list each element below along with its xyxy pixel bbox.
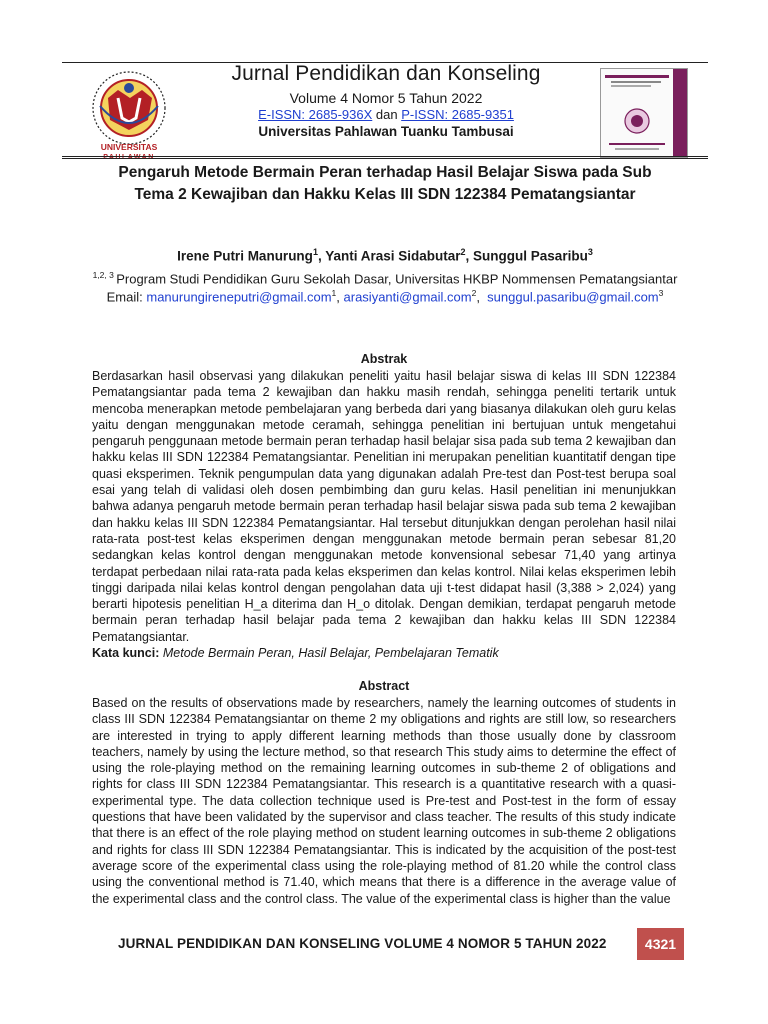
article-title <box>95 162 675 206</box>
article-title-line-1: Pengaruh Metode Bermain Peran terhadap Hasil Belajar Siswa pada Sub <box>118 164 652 181</box>
email-link[interactable]: manurungireneputri@gmail.com <box>146 289 332 305</box>
author-list: Irene Putri Manurung$^1$, Yanti Arasi Sidabutar$^2$, Sunggul Pasaribu$^3$ <box>177 247 593 264</box>
svg-text:PAHLAWAN: PAHLAWAN <box>103 154 155 161</box>
email-link[interactable]: sunggul.pasaribu@gmail.com <box>487 289 659 305</box>
email-sup: 1 <box>331 288 337 298</box>
page-number-badge: 4321 <box>637 928 684 960</box>
keywords-label: Kata kunci: <box>92 646 160 660</box>
header-bottom-rule-2 <box>62 158 708 159</box>
eissn-link[interactable]: E-ISSN: 2685-936X <box>258 107 373 122</box>
affiliation <box>80 270 690 286</box>
email-line: Email: manurungireneputri@gmail.com$^1$, arasiyanti@gmail.com$^2$, sunggul.pasaribu@gmail.com$^3$ <box>106 288 664 305</box>
issn-line <box>200 107 572 122</box>
email-sup: 2 <box>471 288 477 298</box>
journal-cover-thumbnail <box>600 68 688 158</box>
author-sup: 3 <box>587 247 593 257</box>
abstrak-text: Berdasarkan hasil observasi yang dilakukan peneliti yaitu hasil belajar siswa di kelas III SDN 122384 Pematangsiantar pada tema 2 kewajiban dan hakku masih rendah, sehingga peneliti tertarik untuk mencoba menerapkan metode pembelajaran yang berbeda dari yang biasanya dilakukan oleh guru kelas yaitu dengan menggunakan metode ceramah, sehingga penelitian ini bertujuan untuk mengetahui pengaruh penggunaan metode bermain peran terhadap hasil belajar sisa pada sub tema 2 kewajiban dan hakku kelas III SDN 122384 Pematangsiantar. Penelitian ini merupakan penelitian kuantitatif dengan tipe quasi eksperimen. Teknik pengumpulan data yang digunakan adalah Pre-test dan Post-test berupa soal esai yang telah di validasi oleh dosen pembimbing dan guru kelas. Hasil penelitian ini menunjukkan bahwa adanya pengaruh metode bermain peran terhadap hasil belajar siswa pada sub tema 2 kewajiban dan hakku kelas III SDN 122384 Pematangsiantar. Hal tersebut ditunjukkan dengan perolehan hasil nilai rata-rata post-test kelas eksperimen dengan menggunakan metode bermain peran sebesar 81,20 sedangkan kelas kontrol dengan menggunakan metode konvensional sebesar 71,40 yang artinya terdapat perbedaan nilai rata-rata pada kelas eksperimen dan kelas kontrol. Nilai kelas eksperimen lebih tinggi daripada nilai kelas kontrol dengan pengolahan data uji t-test didapat hasil (3,388 > 2,024) yang berarti hipotesis penelitian H_a diterima dan H_o ditolak. Dengan demikian, terdapat pengaruh metode bermain peran terhadap hasil belajar pada tema 2 kewajiban dan hakku kelas III SDN 122384 Pematangsiantar. <box>92 369 676 644</box>
logo-lettering: UNIVERSITAS <box>100 142 158 152</box>
author-sup: 1 <box>312 247 318 257</box>
footer-journal-line: JURNAL PENDIDIKAN DAN KONSELING VOLUME 4 NOMOR 5 TAHUN 2022 <box>118 936 607 951</box>
issn-separator: dan <box>372 107 402 122</box>
author-sup: 2 <box>460 247 466 257</box>
email-label: Email: <box>106 289 147 305</box>
author-name: Sunggul Pasaribu <box>473 248 588 264</box>
abstrak-heading: Abstrak <box>360 352 408 366</box>
abstract-text: Based on the results of observations made by researchers, namely the learning outcomes of students in class III SDN 122384 Pematangsiantar on theme 2 my obligations and rights are still low, so researchers are interested in trying to apply different learning methods than those usually done by classroom teachers, namely by using the lecture method, so that research This study aims to determine the effect of using the role-playing method on the remaining learning outcomes in sub-theme 2 of obligations and rights for class III SDN 122384 Pematangsiantar. This research is a quantitative research with a quasi-experimental type. The data collection technique used is Pre-test and Post-test in the form of essay questions that have been validated by the supervisor and class teacher. The results of this study indicate that there is an effect of the role playing method on student learning outcomes in sub-theme 2 obligations and rights for class III SDN 122384 Pematangsiantar. This is indicated by the acquisition of the post-test average score of the experimental class using the role-playing method of 81.20 while the control class using the conventional method is 71.40, which means that there is a difference in the average value of the experimental class and the control class. The value of the experimental class is higher than the value <box>92 696 676 906</box>
keywords-line <box>92 646 676 660</box>
university-logo <box>78 68 180 162</box>
email-sup: 3 <box>658 288 664 298</box>
abstract-heading: Abstract <box>358 679 410 693</box>
affiliation-text: Program Studi Pendidikan Guru Sekolah Dasar, Universitas HKBP Nommensen Pematangsiantar <box>116 271 678 287</box>
university-name: Universitas Pahlawan Tuanku Tambusai <box>258 124 514 139</box>
pissn-link[interactable]: P-ISSN: 2685-9351 <box>401 107 514 122</box>
keywords-text: Metode Bermain Peran, Hasil Belajar, Pembelajaran Tematik <box>162 646 499 660</box>
article-title-line-2: Tema 2 Kewajiban dan Hakku Kelas III SDN 122384 Pematangsiantar <box>134 186 636 203</box>
author-name: Yanti Arasi Sidabutar <box>325 248 461 264</box>
journal-volume: Volume 4 Nomor 5 Tahun 2022 <box>289 90 483 106</box>
journal-title: Jurnal Pendidikan dan Konseling <box>231 62 541 85</box>
author-name: Irene Putri Manurung <box>177 248 313 264</box>
header-bottom-rule <box>62 156 708 157</box>
affiliation-sup: 1,2, 3 <box>92 270 117 280</box>
email-link[interactable]: arasiyanti@gmail.com <box>343 289 472 305</box>
